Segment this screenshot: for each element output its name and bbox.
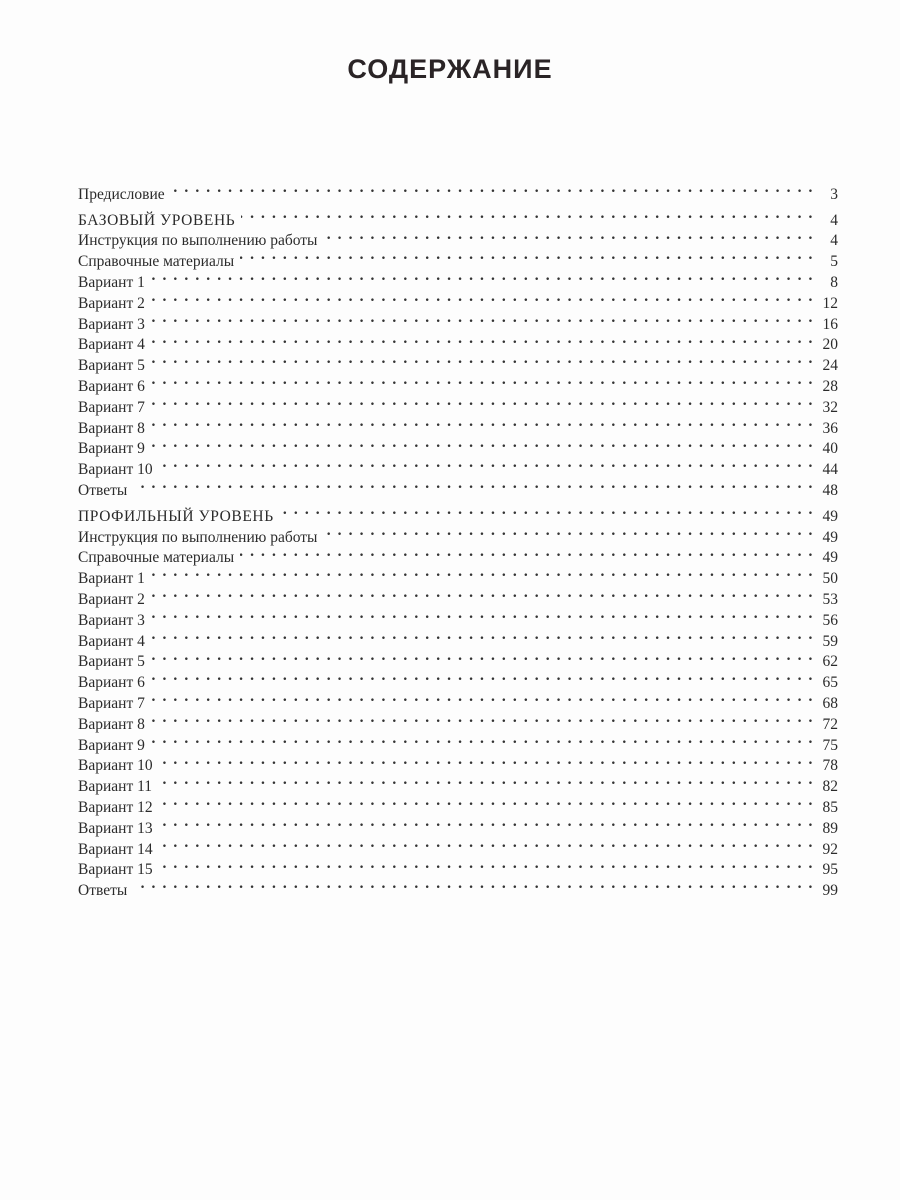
- toc-page-number: 65: [822, 674, 838, 692]
- dot-leader: [151, 266, 814, 287]
- dot-leader: [151, 646, 814, 667]
- dot-leader: [151, 687, 814, 708]
- toc-entry-label: Вариант 4: [78, 632, 145, 650]
- toc-entry: [78, 308, 838, 333]
- toc-entry-label: Вариант 9: [78, 440, 145, 458]
- dot-leader: [171, 178, 814, 199]
- toc-entry-label: БАЗОВЫЙ УРОВЕНЬ: [78, 211, 236, 229]
- dot-leader: [151, 625, 814, 646]
- dot-leader: [151, 666, 814, 687]
- toc-entry-label: Вариант 10: [78, 461, 153, 479]
- toc-entry-label: Вариант 7: [78, 398, 145, 416]
- toc-page-number: 85: [822, 798, 838, 816]
- toc-entry: [78, 729, 838, 754]
- toc-entry-label: Инструкция по выполнению работы: [78, 528, 318, 546]
- toc-page-number: 12: [822, 294, 838, 312]
- toc-entry: [78, 329, 838, 354]
- dot-leader: [151, 329, 814, 350]
- toc-page-number: 92: [822, 840, 838, 858]
- toc-entry-label: Предисловие: [78, 185, 165, 203]
- toc-entry: [78, 562, 838, 588]
- dot-leader: [151, 287, 814, 308]
- toc-page-number: 28: [822, 377, 838, 395]
- toc-entry-label: Ответы: [78, 882, 128, 900]
- toc-entry-label: Вариант 14: [78, 840, 153, 858]
- toc-entry: [78, 750, 838, 775]
- toc-entry-label: Вариант 13: [78, 819, 153, 837]
- dot-leader: [133, 874, 814, 895]
- toc-page-number: 53: [822, 590, 838, 608]
- toc-entry: [78, 812, 838, 837]
- toc-page-number: 59: [822, 632, 838, 650]
- toc-entry-label: Вариант 3: [78, 611, 145, 629]
- toc-entry: [78, 433, 838, 458]
- toc-page-number: 4: [830, 211, 838, 229]
- dot-leader: [159, 812, 814, 833]
- dot-leader: [151, 583, 814, 604]
- dot-leader: [151, 370, 814, 391]
- toc-page-number: 72: [822, 715, 838, 733]
- toc-page-number: 44: [822, 461, 838, 479]
- page-title: СОДЕРЖАНИЕ: [347, 54, 553, 84]
- toc-page-number: 82: [822, 778, 838, 796]
- toc-entry-label: Вариант 2: [78, 294, 145, 312]
- dot-leader: [323, 225, 814, 246]
- toc-entry: [78, 833, 838, 858]
- dot-leader: [159, 750, 814, 771]
- dot-leader: [151, 708, 814, 729]
- toc-entry-label: Вариант 1: [78, 570, 145, 588]
- toc-entry-label: Вариант 8: [78, 419, 145, 437]
- toc-entry-label: ПРОФИЛЬНЫЙ УРОВЕНЬ: [78, 507, 274, 525]
- toc-entry-label: Вариант 4: [78, 336, 145, 354]
- toc-entry-label: Ответы: [78, 481, 128, 499]
- dot-leader: [151, 433, 814, 454]
- toc-section: [78, 204, 838, 499]
- toc-page-number: 50: [822, 570, 838, 588]
- toc-entry: [78, 474, 838, 499]
- dot-leader: [159, 453, 814, 474]
- toc-entry-label: Вариант 3: [78, 315, 145, 333]
- toc-entry: [78, 391, 838, 416]
- dot-leader: [280, 500, 814, 521]
- dot-leader: [151, 391, 814, 412]
- toc-page-number: 16: [822, 315, 838, 333]
- toc-entry-label: Вариант 5: [78, 653, 145, 671]
- toc-page-number: 56: [822, 611, 838, 629]
- dot-leader: [151, 308, 814, 329]
- toc-section: [78, 500, 838, 900]
- toc-entry-label: Вариант 7: [78, 694, 145, 712]
- toc-entry: [78, 625, 838, 650]
- dot-leader: [241, 204, 814, 225]
- dot-leader: [151, 349, 814, 370]
- toc-page-number: 4: [830, 232, 838, 250]
- toc-entry: [78, 583, 838, 608]
- toc-entry-label: Справочные материалы: [78, 253, 235, 271]
- dot-leader: [159, 791, 814, 812]
- toc-entry: [78, 791, 838, 816]
- toc-entry: [78, 453, 838, 479]
- toc-page-number: 48: [822, 481, 838, 499]
- dot-leader: [151, 562, 814, 583]
- toc-entry: [78, 266, 838, 291]
- toc-entry: [78, 770, 838, 796]
- toc-entry-label: Вариант 5: [78, 357, 145, 375]
- toc-entry-label: Вариант 6: [78, 674, 145, 692]
- table-of-contents: [78, 178, 838, 900]
- toc-page-number: 99: [822, 882, 838, 900]
- toc-entry-label: Вариант 9: [78, 736, 145, 754]
- toc-entry: [78, 646, 838, 671]
- toc-page-number: 49: [822, 507, 838, 525]
- dot-leader: [133, 474, 814, 495]
- toc-entry: [78, 349, 838, 375]
- dot-leader: [151, 604, 814, 625]
- dot-leader: [158, 770, 814, 791]
- toc-section-heading: [78, 204, 838, 229]
- toc-entry: [78, 604, 838, 629]
- toc-entry: [78, 666, 838, 692]
- dot-leader: [151, 729, 814, 750]
- toc-entry: [78, 854, 838, 879]
- toc-entry: [78, 287, 838, 312]
- toc-page-number: 78: [822, 757, 838, 775]
- toc-entry-label: Инструкция по выполнению работы: [78, 232, 318, 250]
- toc-page-number: 49: [822, 549, 838, 567]
- toc-entry: [78, 178, 838, 203]
- toc-entry-label: Вариант 11: [78, 778, 153, 796]
- toc-section: [78, 178, 838, 203]
- toc-entry-label: Вариант 2: [78, 590, 145, 608]
- dot-leader: [323, 521, 814, 542]
- dot-leader: [159, 833, 814, 854]
- toc-page-number: 62: [822, 653, 838, 671]
- toc-page-number: 36: [822, 419, 838, 437]
- toc-entry-label: Вариант 10: [78, 757, 153, 775]
- toc-entry: [78, 370, 838, 395]
- toc-page-number: 8: [830, 273, 838, 291]
- toc-page-number: 75: [822, 736, 838, 754]
- toc-page-number: 49: [822, 528, 838, 546]
- toc-entry: [78, 412, 838, 437]
- toc-section-heading: [78, 500, 838, 525]
- toc-page-number: 68: [822, 694, 838, 712]
- toc-entry-label: Вариант 8: [78, 715, 145, 733]
- toc-entry: [78, 874, 838, 900]
- toc-entry-label: Вариант 15: [78, 861, 153, 879]
- toc-entry: [78, 687, 838, 712]
- dot-leader: [151, 412, 814, 433]
- toc-entry-label: Вариант 12: [78, 798, 153, 816]
- toc-page-number: 40: [822, 440, 838, 458]
- toc-page-number: 20: [822, 336, 838, 354]
- toc-entry-label: Вариант 1: [78, 273, 145, 291]
- dot-leader: [240, 542, 814, 563]
- toc-page-number: 32: [822, 398, 838, 416]
- toc-entry-label: Вариант 6: [78, 377, 145, 395]
- toc-page-number: 89: [822, 819, 838, 837]
- toc-entry: [78, 708, 838, 733]
- toc-page-number: 5: [830, 253, 838, 271]
- toc-page-number: 3: [830, 185, 838, 203]
- dot-leader: [159, 854, 814, 875]
- toc-page-number: 24: [822, 357, 838, 375]
- toc-page-number: 95: [822, 861, 838, 879]
- toc-entry-label: Справочные материалы: [78, 549, 235, 567]
- dot-leader: [240, 245, 814, 266]
